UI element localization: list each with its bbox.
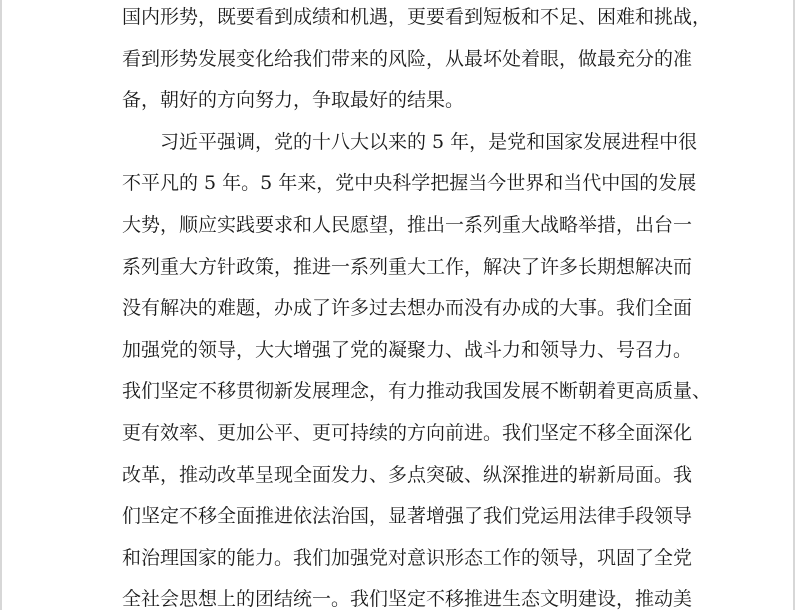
paragraph-first-line: 习近平强调，党的十八大以来的 5 年，是党和国家发展进程中很 bbox=[160, 130, 698, 153]
text-line: 不平凡的 5 年。5 年来，党中央科学把握当今世界和当代中国的发展 bbox=[122, 172, 697, 195]
body-text bbox=[122, 0, 712, 610]
text-line: 没有解决的难题，办成了许多过去想办而没有办成的大事。我们全面 bbox=[122, 297, 693, 320]
text-line: 系列重大方针政策，推进一系列重大工作，解决了许多长期想解决而 bbox=[122, 255, 693, 278]
text-line: 备，朝好的方向努力，争取最好的结果。 bbox=[122, 89, 465, 112]
page-left-border bbox=[0, 0, 2, 610]
text-line: 加强党的领导，大大增强了党的凝聚力、战斗力和领导力、号召力。 bbox=[122, 338, 693, 361]
text-line: 全社会思想上的团结统一。我们坚定不移推进生态文明建设，推动美 bbox=[122, 588, 693, 610]
text-line: 我们坚定不移贯彻新发展理念，有力推动我国发展不断朝着更高质量、 bbox=[122, 380, 712, 403]
text-line: 改革，推动改革呈现全面发力、多点突破、纵深推进的崭新局面。我 bbox=[122, 463, 693, 486]
text-line: 更有效率、更加公平、更可持续的方向前进。我们坚定不移全面深化 bbox=[122, 421, 693, 444]
text-line: 和治理国家的能力。我们加强党对意识形态工作的领导，巩固了全党 bbox=[122, 546, 693, 569]
text-line: 们坚定不移全面推进依法治国，显著增强了我们党运用法律手段领导 bbox=[122, 505, 693, 528]
text-line: 看到形势发展变化给我们带来的风险，从最坏处着眼，做最充分的准 bbox=[122, 47, 693, 70]
text-line: 国内形势，既要看到成绩和机遇，更要看到短板和不足、困难和挑战， bbox=[122, 6, 712, 28]
text-line: 大势，顺应实践要求和人民愿望，推出一系列重大战略举措，出台一 bbox=[122, 213, 693, 236]
